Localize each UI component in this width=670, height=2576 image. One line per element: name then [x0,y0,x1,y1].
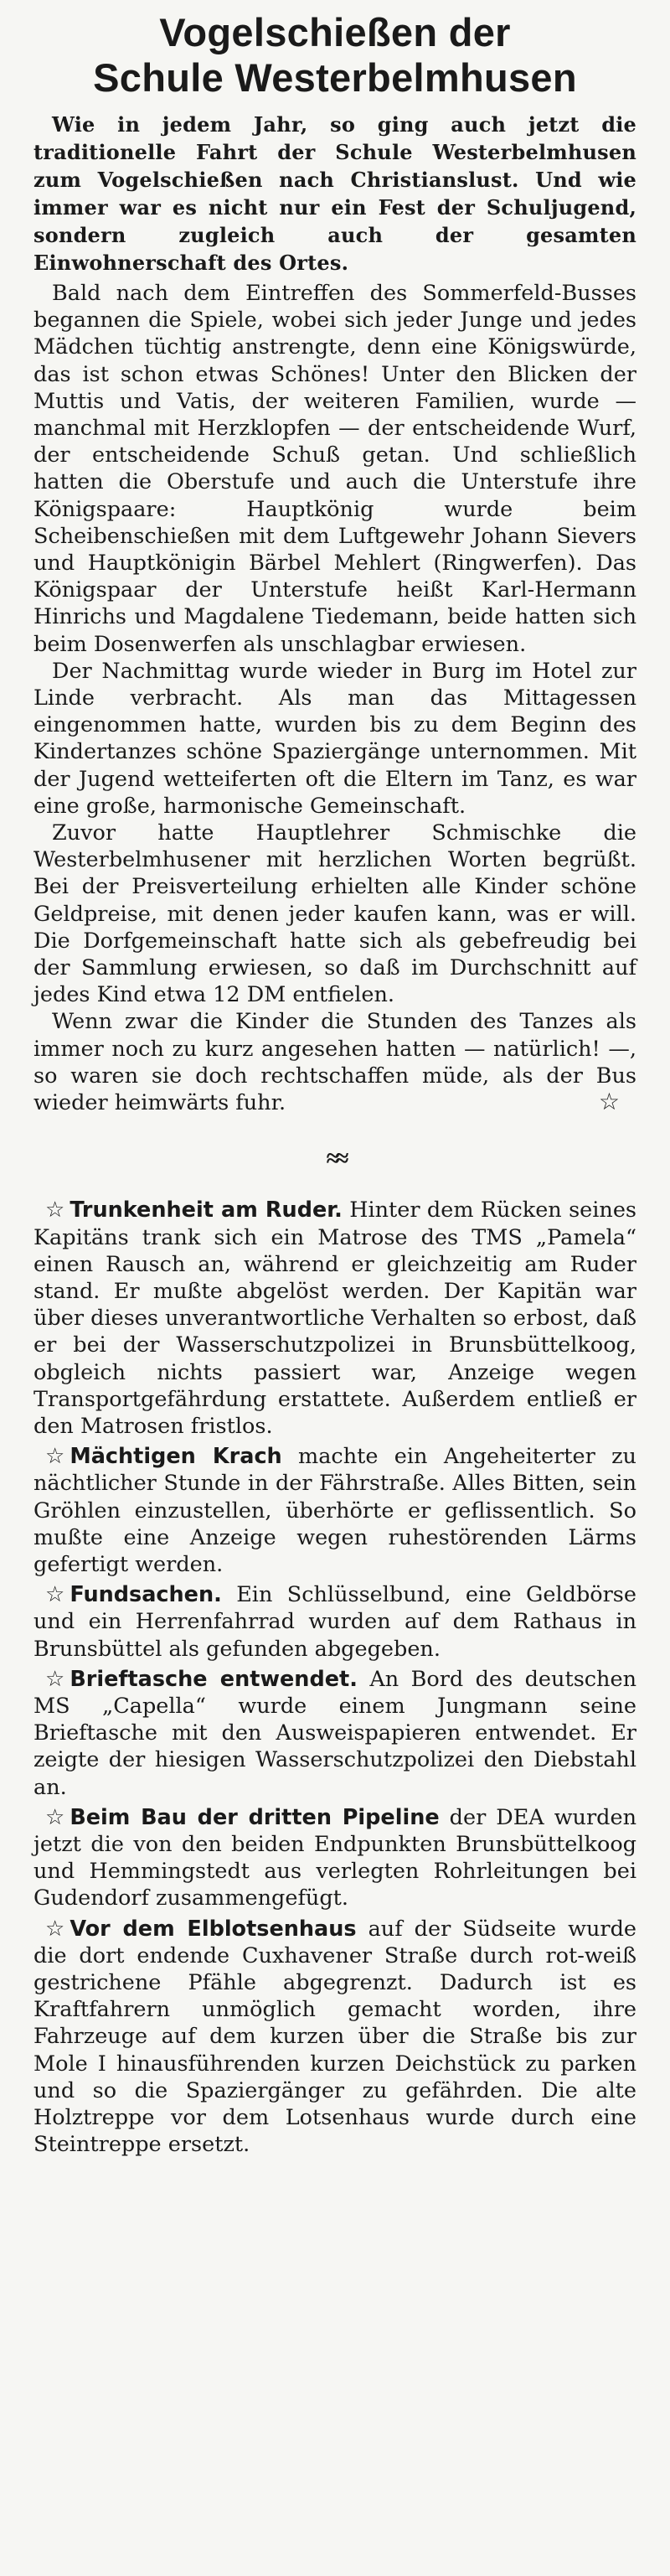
news-item-text: machte ein Angeheiterter zu nächtlicher Stunde in der Fährstraße. Alles Bitten, sein Gröhlen einzustellen, überhörte er geflissentlich. So mußte eine Anzeige wegen ruhestörenden Lärms gefertigt werden. [34,1444,636,1577]
news-item-headline: Vor dem Elblotsenhaus [70,1916,357,1942]
news-item-headline: Fundsachen. [70,1582,222,1608]
news-item-text: auf der Südseite wurde die dort endende Cuxhavener Straße durch rot-weiß gestrichene Pfähle abgegrenzt. Dadurch ist es Kraftfahrern unmöglich gemacht worden, ihre Fahrzeuge auf dem kurzen über die Straße bis zur Mole I hinausführenden kurzen Deichstück zu parken und so die Spaziergänger zu gefährden. Die alte Holztreppe vor dem Lotsenhaus wurde durch eine Steintreppe ersetzt. [34,1916,636,2158]
article-body [34,280,636,1116]
star-icon: ☆ [45,1197,65,1223]
star-icon: ☆ [45,1666,65,1692]
wave-divider-icon: ≈≈ [326,1145,344,1173]
article-title-line-1: Vogelschießen der [159,10,511,54]
end-star-icon: ☆ [598,1089,620,1116]
article-paragraph-2: Der Nachmittag wurde wieder in Burg im Hotel zur Linde verbracht. Als man das Mittagessen eingenommen hatte, wurden bis zu dem Beginn des Kindertanzes schöne Spaziergänge unternommen. Mit der Jugend wetteiferten oft die Eltern im Tanz, es war eine große, harmonische Gemeinschaft. [34,658,636,819]
article-lead: Wie in jedem Jahr, so ging auch jetzt die traditionelle Fahrt der Schule Westerbelmhusen zum Vogelschießen nach Christianslust. Und wie immer war es nicht nur ein Fest der Schuljugend, sondern zugleich auch der gesamten Einwohnerschaft des Ortes. [34,112,636,275]
article-paragraph-3: Zuvor hatte Hauptlehrer Schmischke die Westerbelmhusener mit herzlichen Worten begrüßt. Bei der Preisverteilung erhielten alle Kinder schöne Geldpreise, mit denen jeder kaufen kann, was er will. Die Dorfgemeinschaft hatte sich als gebefreudig bei der Sammlung erwiesen, so daß im Durchschnitt auf jedes Kind etwa 12 DM entfielen. [34,820,636,1008]
news-item-headline: Beim Bau der dritten Pipeline [70,1804,440,1830]
news-item-lost-found [34,1581,636,1663]
news-item-text: Hinter dem Rücken seines Kapitäns trank sich ein Matrose des TMS „Pamela“ einen Rausch an, während er gleichzeitig am Ruder stand. Er mußte abgelöst werden. Der Kapitän war über dieses unverantwortliche Verhalten so erbost, daß er bei der Wasserschutzpolizei in Brunsbüttelkoog, obgleich nichts passiert war, Anzeige wegen Transportgefährdung erstattete. Außerdem entließ er den Matrosen fristlos. [34,1197,636,1439]
news-item-text: der DEA wurden jetzt die von den beiden Endpunkten Brunsbüttelkoog und Hemmingstedt aus verlegten Rohrleitungen bei Gudendorf zusammengefügt. [34,1804,636,1911]
news-item-noise [34,1443,636,1578]
news-item-pipeline [34,1804,636,1912]
star-icon: ☆ [45,1804,65,1830]
news-item-drunk-helmsman [34,1197,636,1440]
news-item-headline: Mächtigen Krach [70,1444,282,1470]
news-item-pilot-house [34,1916,636,2159]
news-item-text: An Bord des deutschen MS „Capella“ wurde einem Jungmann seine Brieftasche mit den Ausweispapieren entwendet. Er zeigte der hiesigen Wasserschutzpolizei den Diebstahl an. [34,1666,636,1800]
news-item-text: Ein Schlüsselbund, eine Geldbörse und ein Herrenfahrrad wurden auf dem Rathaus in Brunsbüttel als gefunden abgegeben. [34,1582,636,1662]
news-item-headline: Brieftasche entwendet. [70,1666,358,1692]
news-briefs [34,1197,636,2158]
news-item-wallet-stolen [34,1666,636,1801]
star-icon: ☆ [45,1582,65,1608]
article-title [34,10,636,101]
article-paragraph-1: Bald nach dem Eintreffen des Sommerfeld-Busses begannen die Spiele, wobei sich jeder Junge und jedes Mädchen tüchtig anstrengte, denn eine Königswürde, das ist schon etwas Schönes! Unter den Blicken der Muttis und Vatis, der weiteren Familien, wurde — manchmal mit Herzklopfen — der entscheidende Wurf, der entscheidende Schuß getan. Und schließlich hatten die Oberstufe und auch die Unterstufe ihre Königspaare: Hauptkönig wurde beim Scheibenschießen mit dem Luftgewehr Johann Sievers und Hauptkönigin Bärbel Mehlert (Ringwerfen). Das Königspaar der Unterstufe heißt Karl-Hermann Hinrichs und Magdalene Tiedemann, beide hatten sich beim Dosenwerfen als unschlagbar erwiesen. [34,281,636,657]
star-icon: ☆ [45,1916,65,1942]
article-title-line-2: Schule Westerbelmhusen [93,55,577,100]
article-paragraph-4: Wenn zwar die Kinder die Stunden des Tanzes als immer noch zu kurz angesehen hatten — natürlich! —, so waren sie doch rechtschaffen müde, als der Bus wieder heimwärts fuhr. [34,1009,636,1116]
news-item-headline: Trunkenheit am Ruder. [70,1197,343,1223]
star-icon: ☆ [45,1444,65,1470]
